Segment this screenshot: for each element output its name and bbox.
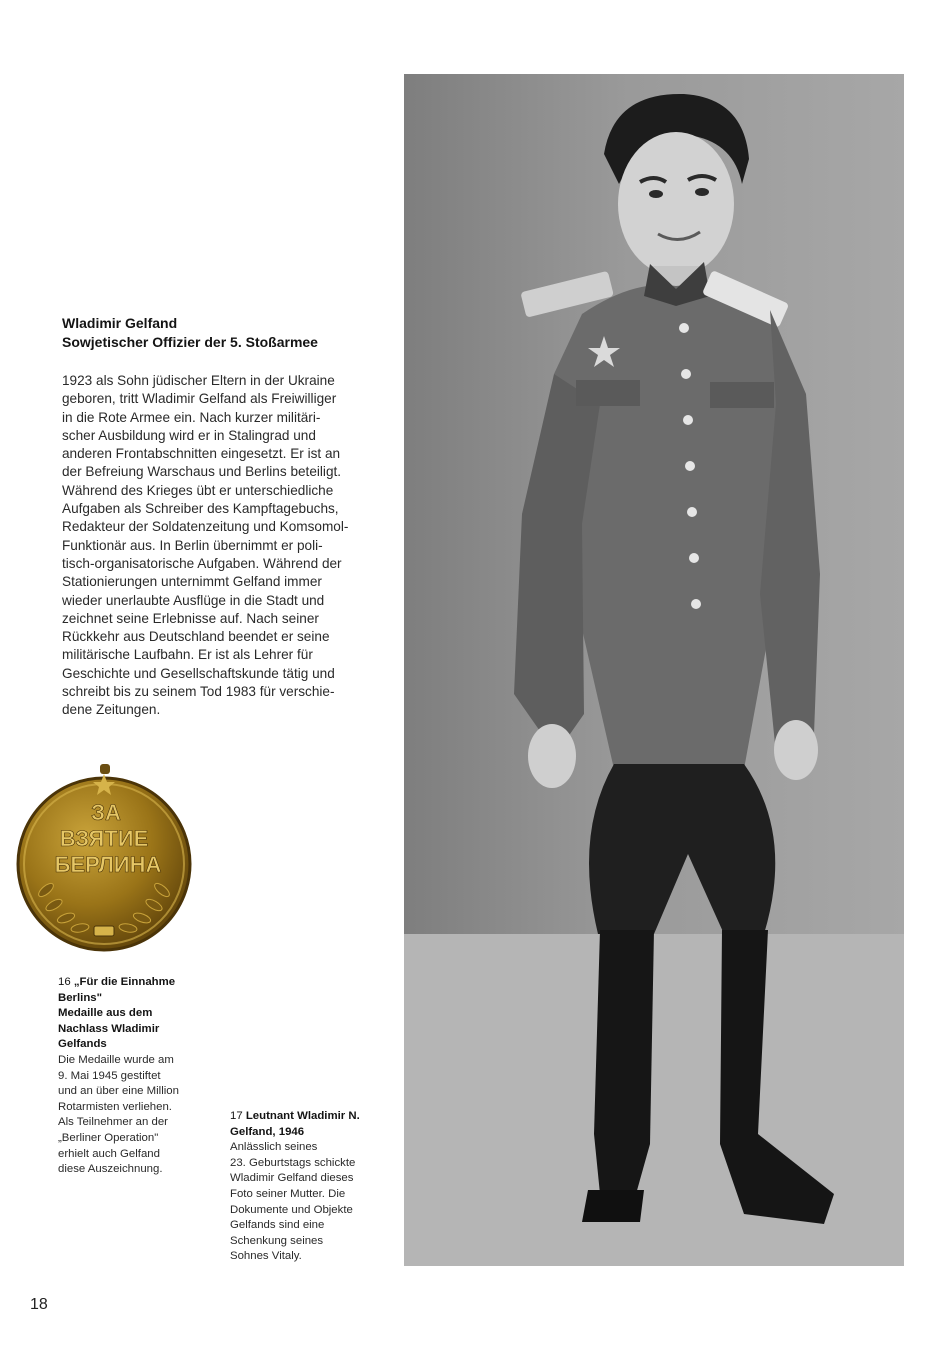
body-line: Stationierungen unternimmt Gelfand immer bbox=[62, 574, 322, 590]
caption-17-title-line: Gelfand, 1946 bbox=[230, 1125, 305, 1138]
caption-17-body bbox=[230, 1140, 390, 1265]
article-heading bbox=[62, 314, 374, 352]
heading-name: Wladimir Gelfand bbox=[62, 315, 178, 331]
caption-16-line: erhielt auch Gelfand bbox=[58, 1147, 160, 1160]
caption-16-line: Die Medaille wurde am bbox=[58, 1053, 174, 1066]
hand-left bbox=[528, 724, 576, 788]
medal-inscription-3: БЕРЛИНА bbox=[54, 852, 162, 877]
medal-loop bbox=[100, 764, 110, 774]
caption-16-title-line: Nachlass Wladimir bbox=[58, 1022, 160, 1035]
caption-17-line: Anlässlich seines bbox=[230, 1141, 318, 1154]
page-number: 18 bbox=[30, 1296, 48, 1313]
body-line: Funktionär aus. In Berlin übernimmt er poli- bbox=[62, 537, 323, 553]
medal-illustration bbox=[16, 760, 192, 960]
caption-medal bbox=[58, 975, 208, 1178]
caption-16-line: 9. Mai 1945 gestiftet bbox=[58, 1069, 161, 1082]
medal-ribbon-knot bbox=[94, 926, 114, 936]
caption-16-body bbox=[58, 1053, 208, 1178]
boot-left bbox=[594, 930, 654, 1194]
caption-16-number: 16 bbox=[58, 976, 71, 988]
caption-photo bbox=[230, 1109, 390, 1265]
body-line: dene Zeitungen. bbox=[62, 702, 161, 718]
medal-inscription-1: ЗА bbox=[91, 800, 121, 825]
caption-16-line: Rotarmisten verliehen. bbox=[58, 1100, 172, 1113]
caption-17-line: 23. Geburtstags schickte bbox=[230, 1156, 356, 1169]
body-line: Während des Krieges übt er unterschiedliche bbox=[62, 482, 334, 498]
body-line: scher Ausbildung wird er in Stalingrad und bbox=[62, 427, 316, 443]
tunic bbox=[554, 285, 796, 769]
body-line: zeichnet seine Erlebnisse auf. Nach seiner bbox=[62, 610, 319, 626]
face bbox=[618, 132, 734, 276]
caption-16-line: und an über eine Million bbox=[58, 1085, 179, 1098]
body-line: wieder unerlaubte Ausflüge in die Stadt und bbox=[62, 592, 325, 608]
eye-right bbox=[695, 188, 709, 196]
body-line: Aufgaben als Schreiber des Kampftagebuchs, bbox=[62, 501, 339, 517]
caption-16-title-line: Berlins" bbox=[58, 991, 103, 1004]
caption-16-title-line: Gelfands bbox=[58, 1038, 107, 1051]
caption-17-line: Gelfands sind eine bbox=[230, 1219, 325, 1232]
body-line: in die Rote Armee ein. Nach kurzer militäri- bbox=[62, 409, 321, 425]
body-line: anderen Frontabschnitten eingesetzt. Er ist an bbox=[62, 446, 341, 462]
caption-16-line: „Berliner Operation" bbox=[58, 1131, 159, 1144]
caption-17-line: Sohnes Vitaly. bbox=[230, 1250, 302, 1263]
body-line: Geschichte und Gesellschaftskunde tätig und bbox=[62, 665, 335, 681]
portrait-photo bbox=[404, 74, 904, 1266]
caption-16-title-line: Medaille aus dem bbox=[58, 1007, 153, 1020]
body-line: 1923 als Sohn jüdischer Eltern in der Ukraine bbox=[62, 373, 335, 388]
breeches bbox=[589, 764, 775, 934]
caption-17-line: Wladimir Gelfand dieses bbox=[230, 1172, 354, 1185]
hand-right bbox=[774, 720, 818, 780]
article-body bbox=[62, 372, 374, 720]
body-line: schreibt bis zu seinem Tod 1983 für verschie- bbox=[62, 684, 335, 700]
body-line: der Befreiung Warschaus und Berlins beteiligt. bbox=[62, 464, 342, 480]
medal-inscription-2: ВЗЯТИЕ bbox=[59, 826, 149, 851]
caption-16-line: Als Teilnehmer an der bbox=[58, 1116, 168, 1129]
caption-17-number: 17 bbox=[230, 1110, 243, 1122]
portrait-illustration bbox=[404, 74, 904, 1266]
eye-left bbox=[649, 190, 663, 198]
caption-17-title-line: Leutnant Wladimir N. bbox=[245, 1110, 360, 1122]
heading-subtitle: Sowjetischer Offizier der 5. Stoßarmee bbox=[62, 334, 318, 350]
caption-17-title bbox=[230, 1109, 390, 1140]
body-line: militärische Laufbahn. Er ist als Lehrer für bbox=[62, 647, 313, 663]
boot-sole-left bbox=[582, 1190, 644, 1222]
body-line: tisch-organisatorische Aufgaben. Während der bbox=[62, 555, 342, 571]
medal-image bbox=[16, 760, 192, 960]
caption-16-line: diese Auszeichnung. bbox=[58, 1163, 163, 1176]
pocket-left bbox=[576, 380, 640, 406]
pocket-right bbox=[710, 382, 774, 408]
article bbox=[62, 314, 374, 720]
body-line: Rückkehr aus Deutschland beendet er seine bbox=[62, 629, 330, 645]
caption-17-line: Schenkung seines bbox=[230, 1234, 324, 1247]
body-line: Redakteur der Soldatenzeitung und Komsomol- bbox=[62, 519, 349, 535]
body-line: geboren, tritt Wladimir Gelfand als Freiwilliger bbox=[62, 391, 337, 407]
photo-floor bbox=[404, 934, 904, 1266]
caption-16-title-line: „Für die Einnahme bbox=[73, 976, 176, 988]
caption-17-line: Dokumente und Objekte bbox=[230, 1203, 353, 1216]
caption-16-title bbox=[58, 975, 208, 1053]
caption-17-line: Foto seiner Mutter. Die bbox=[230, 1187, 346, 1200]
